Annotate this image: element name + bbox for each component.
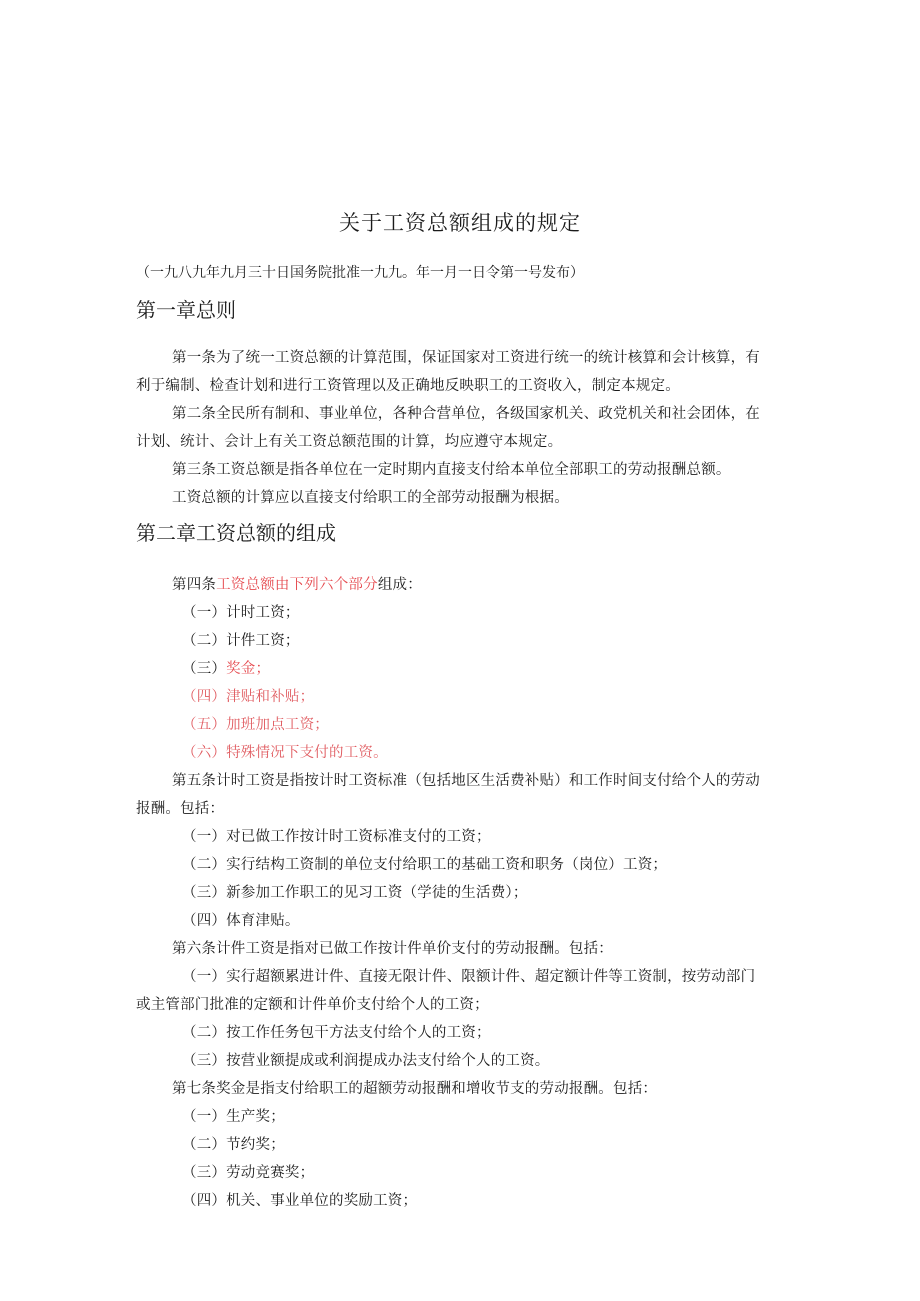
article-6: 第六条计件工资是指对已做工作按计件单价支付的劳动报酬。包括：: [172, 941, 613, 957]
article-7-item-1: （一）生产奖；: [182, 1109, 285, 1125]
publication-note: （一九八九年九月三十日国务院批准一九九。年一月一日令第一号发布）: [136, 265, 584, 281]
article-5-item-1: （一）对已做工作按计时工资标准支付的工资；: [182, 829, 491, 845]
article-6-item-3: （三）按营业额提成或利润提成办法支付给个人的工资。: [182, 1053, 550, 1069]
article-2-line-2: 计划、统计、会计上有关工资总额范围的计算，均应遵守本规定。: [136, 434, 563, 450]
article-7-item-2: （二）节约奖；: [182, 1137, 285, 1153]
article-7-item-4: （四）机关、事业单位的奖励工资；: [182, 1193, 418, 1209]
article-4-item-5: （五）加班加点工资；: [182, 717, 329, 733]
article-5-item-4: （四）体育津贴。: [182, 913, 300, 929]
article-1-line-2: 利于编制、检查计划和进行工资管理以及正确地反映职工的工资收入，制定本规定。: [136, 378, 680, 394]
article-4-highlight: 工资总额由下列六个部分: [216, 577, 378, 593]
article-5-line-2: 报酬。包括：: [136, 801, 225, 817]
article-6-item-2: （二）按工作任务包干方法支付给个人的工资；: [182, 1025, 491, 1041]
article-3: 第三条工资总额是指各单位在一定时期内直接支付给本单位全部职工的劳动报酬总额。: [172, 462, 731, 478]
article-7: 第七条奖金是指支付给职工的超额劳动报酬和增收节支的劳动报酬。包括：: [172, 1081, 658, 1097]
chapter-1-heading: 第一章总则: [136, 298, 236, 322]
article-5-line-1: 第五条计时工资是指按计时工资标准（包括地区生活费补贴）和工作时间支付给个人的劳动: [172, 773, 760, 789]
article-7-item-3: （三）劳动竞赛奖；: [182, 1165, 315, 1181]
article-4-item-6: （六）特殊情况下支付的工资。: [182, 745, 388, 761]
article-4-item-3: [182, 657, 270, 678]
article-4-suffix: 组成：: [377, 577, 422, 593]
chapter-2-heading: 第二章工资总额的组成: [136, 521, 336, 545]
article-4: [172, 573, 422, 594]
article-2-line-1: 第二条全民所有制和、事业单位，各种合营单位，各级国家机关、政党机关和社会团体，在: [172, 406, 760, 422]
article-5-item-2: （二）实行结构工资制的单位支付给职工的基础工资和职务（岗位）工资；: [182, 857, 668, 873]
article-4-item-3-text: 奖金；: [226, 661, 271, 677]
article-4-item-4: （四）津贴和补贴；: [182, 689, 315, 705]
article-4-item-3-number: （三）: [182, 661, 227, 677]
article-6-item-1-line-2: 或主管部门批准的定额和计件单价支付给个人的工资；: [136, 997, 489, 1013]
article-4-prefix: 第四条: [172, 577, 217, 593]
article-3-paragraph-2: 工资总额的计算应以直接支付给职工的全部劳动报酬为根据。: [172, 490, 569, 506]
article-5-item-3: （三）新参加工作职工的见习工资（学徒的生活费）；: [182, 885, 528, 901]
article-4-item-2: （二）计件工资；: [182, 633, 300, 649]
article-4-item-1: （一）计时工资；: [182, 605, 300, 621]
document-title: 关于工资总额组成的规定: [339, 211, 581, 235]
article-6-item-1-line-1: （一）实行超额累进计件、直接无限计件、限额计件、超定额计件等工资制，按劳动部门: [182, 969, 756, 985]
article-1-line-1: 第一条为了统一工资总额的计算范围，保证国家对工资进行统一的统计核算和会计核算，有: [172, 350, 760, 366]
